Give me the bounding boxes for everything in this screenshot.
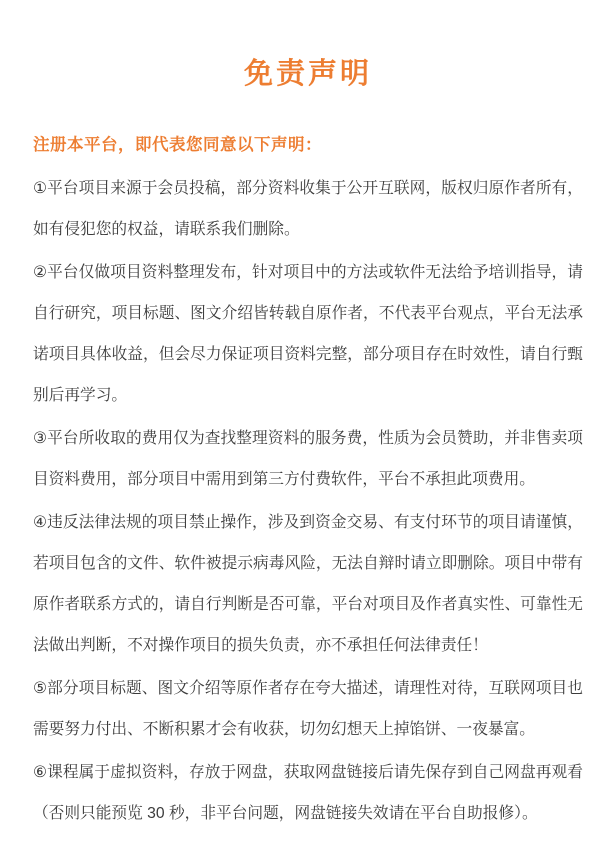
disclaimer-item-2: ②平台仅做项目资料整理发布，针对项目中的方法或软件无法给予培训指导，请自行研究，项目标题、图文介绍皆转载自原作者，不代表平台观点，平台无法承诺项目具体收益，但会尽力保证项目资料完整，部分项目存在时效性，请自行甄别后再学习。 bbox=[33, 264, 583, 404]
disclaimer-body bbox=[33, 168, 583, 834]
disclaimer-item-1: ①平台项目来源于会员投稿，部分资料收集于公开互联网，版权归原作者所有，如有侵犯您的权益，请联系我们删除。 bbox=[33, 180, 583, 238]
disclaimer-item-6: ⑥课程属于虚拟资料，存放于网盘，获取网盘链接后请先保存到自己网盘再观看（否则只能预览 30 秒，非平台问题，网盘链接失效请在平台自助报修）。 bbox=[33, 764, 583, 822]
disclaimer-item-4: ④违反法律法规的项目禁止操作，涉及到资金交易、有支付环节的项目请谨慎，若项目包含的文件、软件被提示病毒风险，无法自辩时请立即删除。项目中带有原作者联系方式的，请自行判断是否可靠，平台对项目及作者真实性、可靠性无法做出判断，不对操作项目的损失负责，亦不承担任何法律责任！ bbox=[33, 514, 583, 654]
disclaimer-item-3: ③平台所收取的费用仅为查找整理资料的服务费，性质为会员赞助，并非售卖项目资料费用，部分项目中需用到第三方付费软件，平台不承担此项费用。 bbox=[33, 430, 583, 488]
disclaimer-item-5: ⑤部分项目标题、图文介绍等原作者存在夸大描述，请理性对待，互联网项目也需要努力付出、不断积累才会有收获，切勿幻想天上掉馅饼、一夜暴富。 bbox=[33, 680, 583, 738]
agreement-notice: 注册本平台，即代表您同意以下声明： bbox=[33, 136, 322, 154]
page-title: 免责声明 bbox=[243, 58, 372, 90]
